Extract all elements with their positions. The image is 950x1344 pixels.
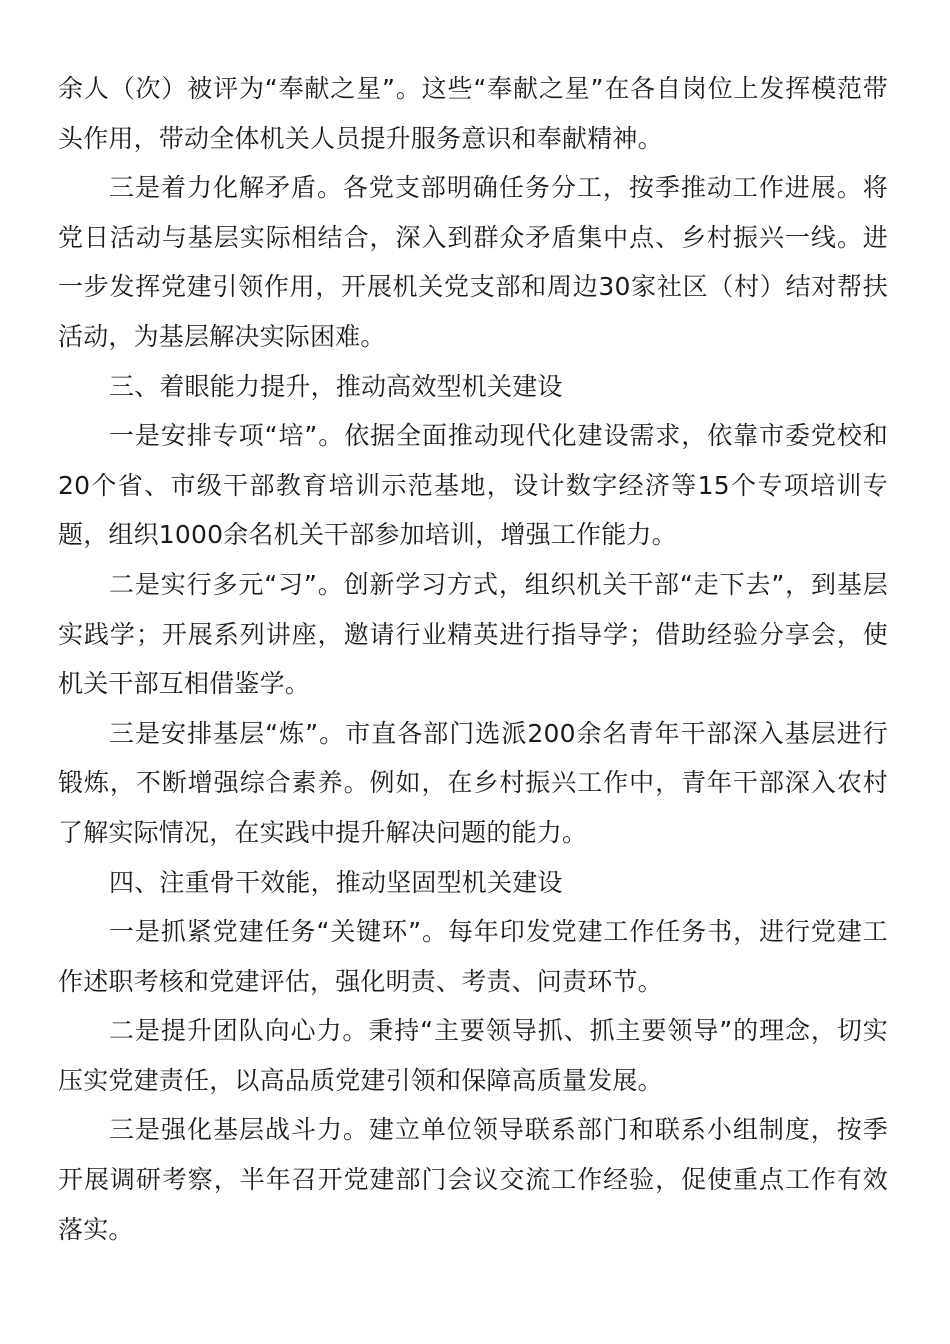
- paragraph-resolve-conflicts: 三是着力化解矛盾。各党支部明确任务分工，按季推动工作进展。将党日活动与基层实际相结合，深入到群众矛盾集中点、乡村振兴一线。进一步发挥党建引领作用，开展机关党支部和周边30家社区（村）结对帮扶活动，为基层解决实际困难。: [58, 173, 888, 351]
- document-body: [58, 64, 888, 1254]
- section-heading-3: 三、着眼能力提升，推动高效型机关建设: [109, 371, 563, 401]
- paragraph-grassroots-strength: 三是强化基层战斗力。建立单位领导联系部门和联系小组制度，按季开展调研考察，半年召开党建部门会议交流工作经验，促使重点工作有效落实。: [58, 1115, 888, 1244]
- paragraph-diverse-learning: 二是实行多元“习”。创新学习方式，组织机关干部“走下去”，到基层实践学；开展系列讲座，邀请行业精英进行指导学；借助经验分享会，使机关干部互相借鉴学。: [58, 569, 888, 699]
- paragraph-continuation: 余人（次）被评为“奉献之星”。这些“奉献之星”在各自岗位上发挥模范带头作用，带动全体机关人员提升服务意识和奉献精神。: [58, 74, 888, 153]
- paragraph-team-cohesion: 二是提升团队向心力。秉持“主要领导抓、抓主要领导”的理念，切实压实党建责任，以高品质党建引领和保障高质量发展。: [58, 1016, 888, 1095]
- paragraph-key-link: 一是抓紧党建任务“关键环”。每年印发党建工作任务书，进行党建工作述职考核和党建评估，强化明责、考责、问责环节。: [58, 917, 888, 996]
- paragraph-special-training: 一是安排专项“培”。依据全面推动现代化建设需求，依靠市委党校和20个省、市级干部教育培训示范基地，设计数字经济等15个专项培训专题，组织1000余名机关干部参加培训，增强工作能力。: [58, 421, 888, 550]
- section-heading-4: 四、注重骨干效能，推动坚固型机关建设: [109, 867, 563, 897]
- paragraph-grassroots-training: 三是安排基层“炼”。市直各部门选派200余名青年干部深入基层进行锻炼，不断增强综合素养。例如，在乡村振兴工作中，青年干部深入农村了解实际情况，在实践中提升解决问题的能力。: [58, 718, 888, 847]
